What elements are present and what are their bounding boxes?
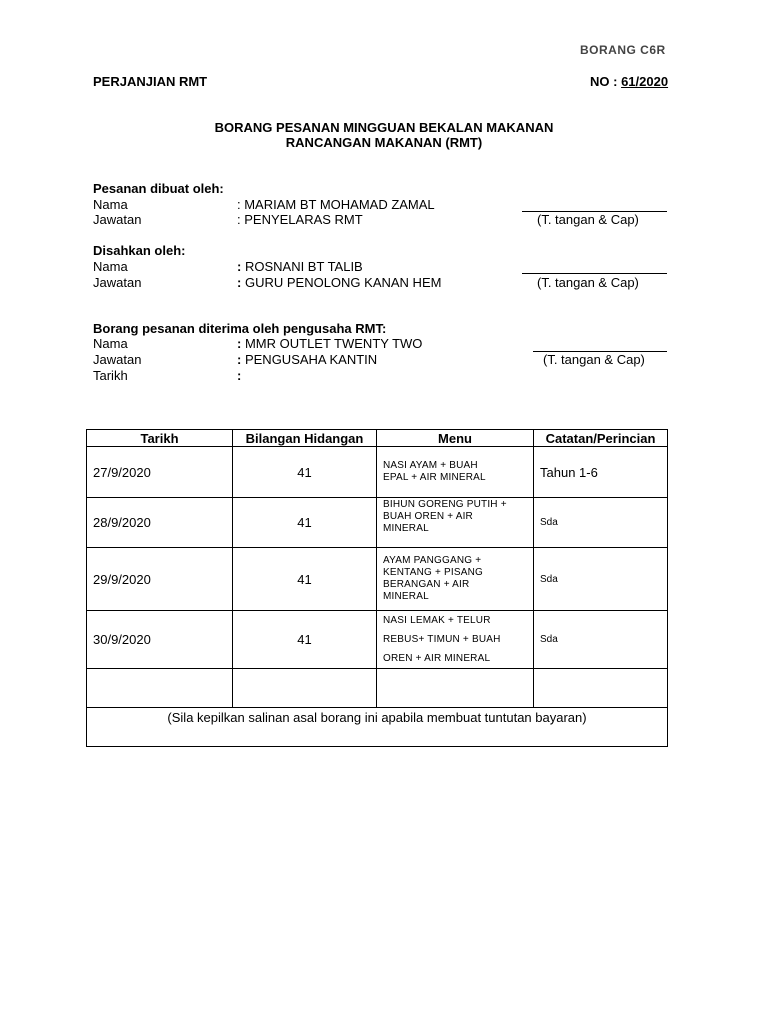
header-menu: Menu bbox=[377, 430, 534, 447]
row-menu bbox=[377, 611, 534, 669]
menu-line: KENTANG + PISANG bbox=[383, 567, 483, 578]
order-table-header bbox=[87, 430, 668, 447]
ordered-by-position-label: Jawatan bbox=[93, 212, 142, 227]
received-by-name-text: MMR OUTLET TWENTY TWO bbox=[244, 336, 423, 351]
row-note: Sda bbox=[534, 498, 668, 548]
approved-by-position-label: Jawatan bbox=[93, 275, 142, 290]
ordered-by-heading: Pesanan dibuat oleh: bbox=[93, 181, 224, 196]
received-by-date-colon: : bbox=[237, 368, 242, 383]
received-by-heading: Borang pesanan diterima oleh pengusaha RMT: bbox=[93, 321, 387, 336]
received-by-position-label: Jawatan bbox=[93, 352, 142, 367]
table-row bbox=[87, 611, 668, 669]
received-by-date-label: Tarikh bbox=[93, 368, 128, 383]
row-menu bbox=[377, 447, 534, 498]
table-footer-row bbox=[87, 708, 668, 747]
ordered-by-name-label: Nama bbox=[93, 197, 128, 212]
form-number-value: 61/2020 bbox=[621, 74, 669, 89]
approved-by-name-colon: : bbox=[237, 259, 242, 274]
menu-line: REBUS+ TIMUN + BUAH bbox=[383, 634, 501, 645]
ordered-by-name-value: : MARIAM BT MOHAMAD ZAMAL bbox=[237, 197, 435, 212]
menu-line: BIHUN GORENG PUTIH + bbox=[383, 499, 507, 510]
received-by-name-colon: : bbox=[237, 336, 242, 351]
ordered-by-signature-label: (T. tangan & Cap) bbox=[537, 212, 639, 227]
row-note: Sda bbox=[534, 548, 668, 611]
claim-instruction-note: (Sila kepilkan salinan asal borang ini apabila membuat tuntutan bayaran) bbox=[87, 708, 668, 747]
row-date: 28/9/2020 bbox=[87, 498, 233, 548]
menu-line: OREN + AIR MINERAL bbox=[383, 653, 491, 664]
row-servings: 41 bbox=[233, 548, 377, 611]
table-row bbox=[87, 548, 668, 611]
header-servings: Bilangan Hidangan bbox=[233, 430, 377, 447]
form-number-label: NO : bbox=[590, 74, 622, 89]
table-row bbox=[87, 447, 668, 498]
received-by-position-text: PENGUSAHA KANTIN bbox=[244, 352, 378, 367]
row-note: Tahun 1-6 bbox=[534, 447, 668, 498]
row-servings: 41 bbox=[233, 611, 377, 669]
table-row-empty bbox=[87, 669, 668, 708]
received-by-name-label: Nama bbox=[93, 336, 128, 351]
row-date: 30/9/2020 bbox=[87, 611, 233, 669]
row-date: 29/9/2020 bbox=[87, 548, 233, 611]
approved-by-position-text: GURU PENOLONG KANAN HEM bbox=[244, 275, 442, 290]
row-servings: 41 bbox=[233, 498, 377, 548]
menu-line: AYAM PANGGANG + bbox=[383, 555, 482, 566]
received-by-position-colon: : bbox=[237, 352, 242, 367]
menu-line: BERANGAN + AIR bbox=[383, 579, 470, 590]
header-notes: Catatan/Perincian bbox=[534, 430, 668, 447]
received-by-name-value bbox=[237, 336, 422, 351]
menu-line: MINERAL bbox=[383, 523, 429, 534]
empty-cell bbox=[534, 669, 668, 708]
menu-line: MINERAL bbox=[383, 591, 429, 602]
approved-by-name-value bbox=[237, 259, 363, 274]
approved-by-position-colon: : bbox=[237, 275, 242, 290]
order-table bbox=[86, 429, 668, 747]
row-date: 27/9/2020 bbox=[87, 447, 233, 498]
row-note: Sda bbox=[534, 611, 668, 669]
approved-by-name-text: ROSNANI BT TALIB bbox=[244, 259, 363, 274]
received-by-signature-label: (T. tangan & Cap) bbox=[543, 352, 645, 367]
empty-cell bbox=[87, 669, 233, 708]
approved-by-heading: Disahkan oleh: bbox=[93, 243, 186, 258]
empty-cell bbox=[377, 669, 534, 708]
header-date: Tarikh bbox=[87, 430, 233, 447]
approved-by-name-label: Nama bbox=[93, 259, 128, 274]
row-servings: 41 bbox=[233, 447, 377, 498]
approved-by-signature-line bbox=[522, 273, 667, 274]
approved-by-position-value bbox=[237, 275, 441, 290]
form-code: BORANG C6R bbox=[580, 43, 666, 57]
menu-line: NASI LEMAK + TELUR bbox=[383, 615, 491, 626]
menu-line: NASI AYAM + BUAH bbox=[383, 460, 478, 471]
form-number bbox=[590, 74, 668, 89]
menu-line: EPAL + AIR MINERAL bbox=[383, 472, 486, 483]
table-row bbox=[87, 498, 668, 548]
document-title-line2: RANCANGAN MAKANAN (RMT) bbox=[285, 135, 483, 150]
received-by-position-value bbox=[237, 352, 377, 367]
row-menu bbox=[377, 498, 534, 548]
document-title-line1: BORANG PESANAN MINGGUAN BEKALAN MAKANAN bbox=[214, 120, 554, 135]
empty-cell bbox=[233, 669, 377, 708]
row-menu bbox=[377, 548, 534, 611]
agreement-title: PERJANJIAN RMT bbox=[93, 74, 208, 89]
ordered-by-position-value: : PENYELARAS RMT bbox=[237, 212, 363, 227]
menu-line: BUAH OREN + AIR bbox=[383, 511, 473, 522]
approved-by-signature-label: (T. tangan & Cap) bbox=[537, 275, 639, 290]
